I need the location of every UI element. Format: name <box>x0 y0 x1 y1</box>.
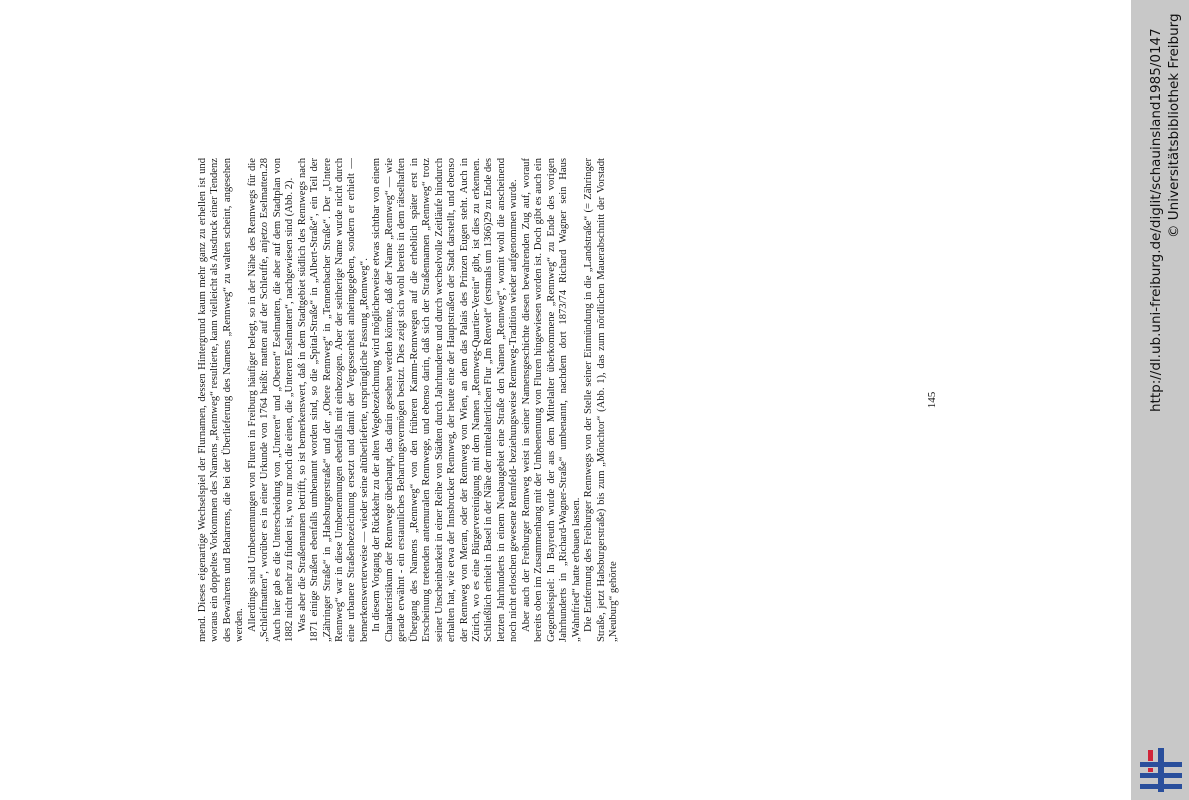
paragraph: Aber auch der Freiburger Rennweg weist in seiner Namensgeschichte diesen bewahrenden Zug auf, worauf bereits oben im Zusammenhang mit der Umbenennung von Fluren hingewiesen worden ist. Doch gibt es auch ein Gegenbeispiel: In Bayreuth wurde der aus dem Mittelalter überkommene „Rennweg“ zu Ende des vorigen Jahrhunderts in „Richard-Wagner-Straße“ umbenannt, nachdem dort 1873/74 Richard Wagner sein Haus „Wahnfried“ hatte erbauen lassen. <box>520 158 582 642</box>
paragraph: Allerdings sind Umbenennungen von Fluren in Freiburg häufiger belegt, so in der Nähe des Rennwegs für die „Schleifmatten“, worüber es in einer Urkunde von 1764 heißt: matten auf der Schleuffe, anjetzo Eselmatten.28 Auch hier gab es die Unterscheidung von „Unteren“ und „Oberen“ Eselmatten, die aber auf dem Stadtplan von 1882 nicht mehr zu finden ist, wo nur noch die einen, die „Unteren Eselmatten“, nachgewiesen sind (Abb. 2). <box>246 158 296 642</box>
ub-freiburg-logo-icon <box>1140 748 1182 792</box>
body-text <box>197 158 620 642</box>
paragraph: In diesem Vorgang der Rückkehr zu der alten Wegebezeichnung wird möglicherweise etwas sichtbar von einem Charakteristikum der Rennwege überhaupt, das darin gesehen werden könnte, daß der Name „Rennweg“ — wie gerade erwähnt - ein erstaunliches Beharrungsvermögen besitzt. Dies zeigt sich wohl bereits in dem rätselhaften Übergang des Namens „Rennweg“ von den früheren Kamm-Rennwegen auf die erheblich später erst in Erscheinung tretenden antemuralen Rennwege, und ebenso darin, daß sich der Straßennamen „Rennweg“ trotz seiner Unscheinbarkeit in einer Reihe von Städten durch Jahrhunderte und durch wechselvolle Zeitläufe hindurch erhalten hat, wie etwa der Innsbrucker Rennweg, der heute eine der Hauptstraßen der Stadt darstellt, und ebenso der Rennweg von Meran, oder der Rennweg von Wien, an dem das Palais des Prinzen Eugen steht. Auch in Zürich, wo es eine Bürgervereinigung mit dem Namen „Rennweg-Quartier-Verein“ gibt, ist dies zu erkennen. Schließlich erhielt in Basel in der Nähe der mittelalterlichen Flur „Im Renvelt“ (erstmals um 1366)29 zu Ende des letzten Jahrhunderts in einem Neubaugebiet eine Straße den Namen „Rennweg“, womit wohl die anscheinend noch nicht erloschen gewesene Rennfeld- beziehungsweise Rennweg-Tradition wieder aufgenommen wurde. <box>371 158 520 642</box>
paragraph: Die Entfernung des Freiburger Rennwegs von der Stelle seiner Einmündung in die „Landstraße“ (= Zähringer Straße, jetzt Habsburgerstraße) bis zum „Mönchtor“ (Abb. 1), das zum nördlichen Mauerabschnitt der Vorstadt „Neuburg“ gehörte <box>583 158 619 642</box>
paragraph: mend. Dieses eigenartige Wechselspiel der Flurnamen, dessen Hintergrund kaum mehr ganz zu erhellen ist und woraus ein doppeltes Vorkommen des Namens „Rennweg“ resultierte, kann vielleicht als Ausdruck einer Tendenz des Bewahrens und Beharrens, die bei der Überlieferung des Namens „Rennweg“ zu walten scheint, angesehen werden. <box>197 158 246 642</box>
source-url-link[interactable]: http://dl.ub.uni-freiburg.de/diglit/schauinsland1985/0147 <box>1148 28 1164 412</box>
paragraph: Was aber die Straßennamen betrifft, so ist bemerkenswert, daß in dem Stadtgebiet südlich des Rennwegs nach 1871 einige Straßen ebenfalls umbenannt worden sind, so die „Spital-Straße“ in „Albert-Straße“, ein Teil der „Zähringer Straße“ in „Habsburgerstraße“ und der „Obere Rennweg“ in „Tennenbacher Straße“. Der „Untere Rennweg“ war in diese Umbenennungen ebenfalls mit einbezogen. Aber der seitherige Name wurde nicht durch eine urbanere Straßenbezeichnung ersetzt und damit der Vergessenheit anheimgegeben, sondern er erhielt — bemerkenswerterweise — wieder seine altüberlieferte, ursprüngliche Fassung „Rennweg“. <box>296 158 370 642</box>
page-number: 145 <box>926 391 938 409</box>
document-page <box>197 158 947 642</box>
copyright-notice: © Universitätsbibliothek Freiburg <box>1166 13 1182 238</box>
